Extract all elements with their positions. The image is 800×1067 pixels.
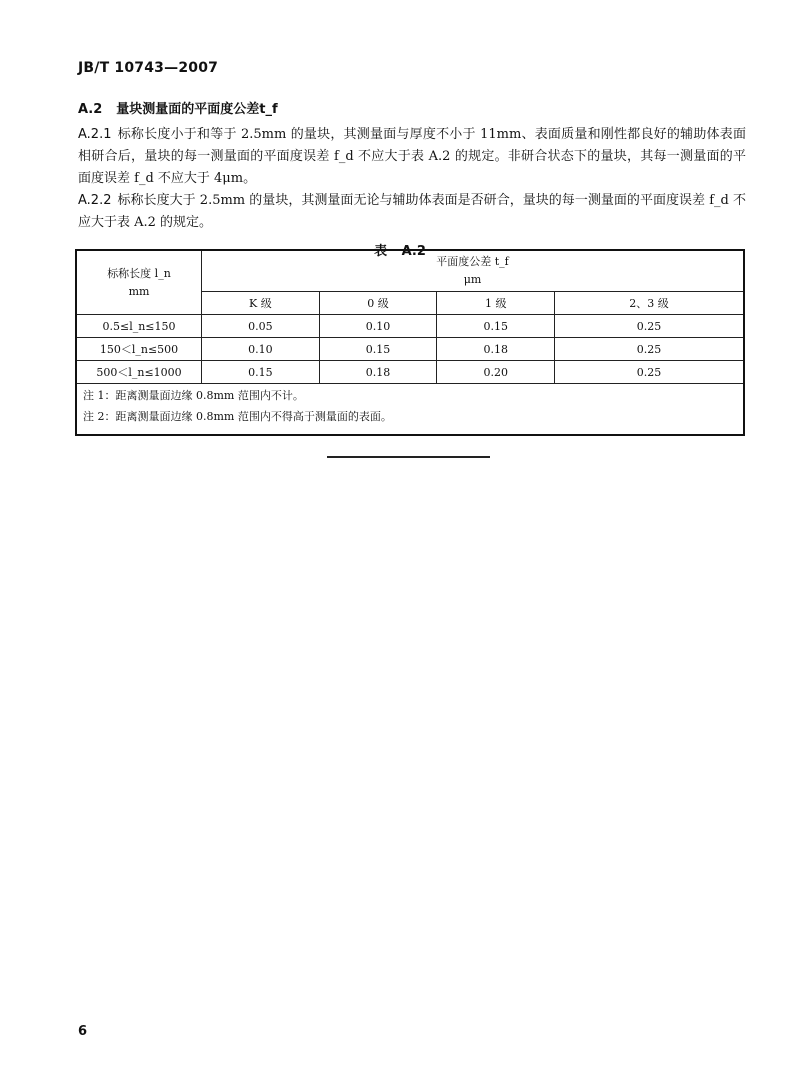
page-number: 6 — [78, 1024, 88, 1039]
table-note-2: 注 2：距离测量面边缘 0.8mm 范围内不得高于测量面的表面。 — [76, 406, 744, 435]
value-cell: 0.10 — [319, 315, 437, 338]
paragraph-text: 标称长度大于 2.5mm 的量块，其测量面无论与辅助体表面是否研合，量块的每一测量面的平面度误差 f_d 不应大于表 A.2 的规定。 — [78, 193, 746, 230]
range-cell: 500＜l_n≤1000 — [76, 361, 202, 384]
range-cell: 0.5≤l_n≤150 — [76, 315, 202, 338]
end-rule — [327, 456, 490, 458]
value-cell: 0.05 — [202, 315, 320, 338]
table-caption: 表 A.2 — [374, 244, 426, 259]
length-header-cell — [76, 250, 202, 315]
table-note-1: 注 1：距离测量面边缘 0.8mm 范围内不计。 — [76, 384, 744, 407]
value-cell: 0.18 — [319, 361, 437, 384]
table-row — [76, 315, 744, 338]
grade-0: 0 级 — [319, 292, 437, 315]
paragraph-a21 — [78, 124, 746, 190]
value-cell: 0.15 — [202, 361, 320, 384]
tolerance-header-cell — [202, 250, 745, 292]
length-unit: mm — [128, 284, 150, 298]
tolerance-header: 平面度公差 t_f — [436, 255, 509, 268]
section-title: 量块测量面的平面度公差t_f — [116, 102, 278, 117]
length-header: 标称长度 l_n — [107, 266, 171, 280]
paragraph-number: A.2.2 — [78, 193, 112, 208]
section-number: A.2 — [78, 102, 103, 117]
value-cell: 0.20 — [437, 361, 555, 384]
grade-1: 1 级 — [437, 292, 555, 315]
range-cell: 150＜l_n≤500 — [76, 338, 202, 361]
value-cell: 0.25 — [555, 315, 744, 338]
table-row — [76, 361, 744, 384]
value-cell: 0.15 — [437, 315, 555, 338]
table-header-row — [76, 250, 744, 292]
value-cell: 0.18 — [437, 338, 555, 361]
note-row — [76, 384, 744, 407]
value-cell: 0.15 — [319, 338, 437, 361]
paragraph-text: 标称长度小于和等于 2.5mm 的量块，其测量面与厚度不小于 11mm、表面质量和刚性都良好的辅助体表面相研合后，量块的每一测量面的平面度误差 f_d 不应大于表 A.2 的规定。非研合状态下的量块，其每一测量面的平面度误差 f_d 不应大于 4μm。 — [78, 127, 746, 186]
value-cell: 0.25 — [555, 338, 744, 361]
grade-k: K 级 — [202, 292, 320, 315]
standard-number: JB/T 10743—2007 — [78, 60, 219, 76]
value-cell: 0.10 — [202, 338, 320, 361]
tolerance-unit: μm — [463, 273, 482, 286]
paragraph-a22 — [78, 190, 746, 234]
table-row — [76, 338, 744, 361]
note-row — [76, 406, 744, 435]
value-cell: 0.25 — [555, 361, 744, 384]
grade-2-3: 2、3 级 — [555, 292, 744, 315]
section-heading — [78, 98, 278, 117]
flatness-tolerance-table — [75, 249, 745, 436]
paragraph-number: A.2.1 — [78, 127, 112, 142]
